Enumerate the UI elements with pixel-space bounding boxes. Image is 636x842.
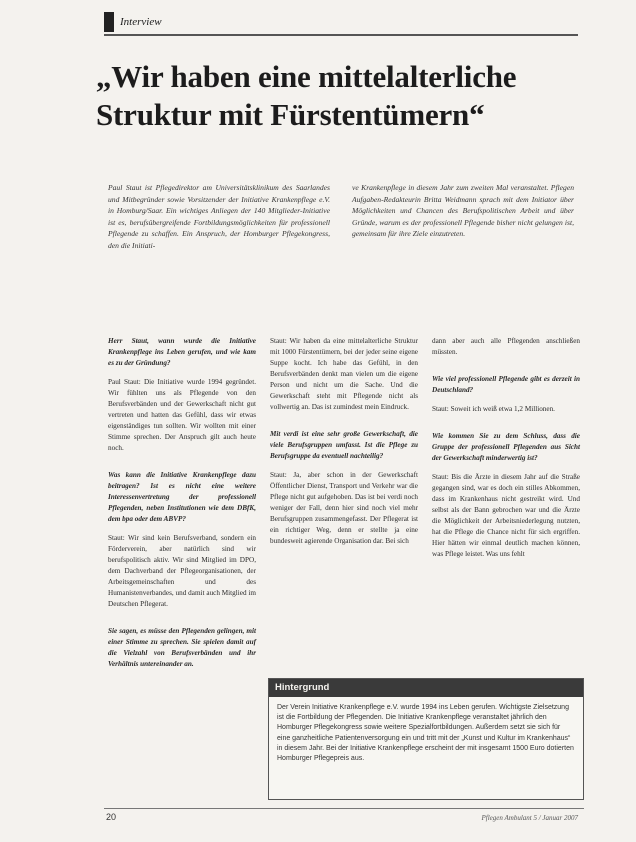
page-number: 20	[106, 812, 117, 822]
question: Wie viel professionell Pflegende gibt es derzeit in Deutschland?	[432, 375, 580, 394]
column-3	[432, 336, 580, 576]
question: Mit verdi ist eine sehr große Gewerkschaft, die viele Berufsgruppen umfasst. Ist die Pflege zu Berufsgruppe da eventuell nachteilig?	[270, 430, 418, 460]
answer: Staut: Ja, aber schon in der Gewerkschaft Öffentlicher Dienst, Transport und Verkehr war die Pflege nicht gut aufgehoben. Das ist bei verdi noch weniger der Fall, denn hier sind noch viel mehr Berufsgruppen zusammengefasst. Der Pflegerat ist ein richtiger Weg, denn er stellte ja eine bundesweit agierende Organisation dar. Bei sich	[270, 471, 418, 545]
question: Herr Staut, wann wurde die Initiative Krankenpflege ins Leben gerufen, und wie kam es zu der Gründung?	[108, 337, 256, 367]
question: Sie sagen, es müsse den Pflegenden gelingen, mit einer Stimme zu sprechen. Sie spielen damit auf die Vielzahl von Berufsverbänden und ihr Verhältnis untereinander an.	[108, 627, 256, 668]
answer: Staut: Wir haben da eine mittelalterliche Struktur mit 1000 Fürstentümern, bei der jeder seine eigene Suppe kocht. Ich habe das Gefühl, in den Berufsverbänden denkt man vielen um die eigene Person und nicht um die Sache. Und die Gewerkschaft steht mit Pflegende nicht als vollwertig an. Das ist zumindest mein Eindruck.	[270, 337, 418, 411]
header-divider	[104, 34, 578, 36]
question: Was kann die Initiative Krankenpflege dazu beitragen? Ist es nicht eine weitere Interessenvertretung der professionell Pflegenden, neben Institutionen wie dem DBfK, dem bpa oder dem ABVP?	[108, 471, 256, 523]
question: Wie kommen Sie zu dem Schluss, dass die Gruppe der professionell Pflegenden aus Sicht der Gewerkschaft minderwertig ist?	[432, 432, 580, 462]
column-2	[270, 336, 418, 563]
answer: Staut: Wir sind kein Berufsverband, sondern ein Förderverein, aber natürlich sind wir berufspolitisch aktiv. Wir sind Mitglied im DPO, dem Dachverband der Pflegeorganisationen, der Arbeitsgemeinschaften und des Humanistenverbandes, und damit auch Mitglied im Deutschen Pflegerat.	[108, 534, 256, 608]
footer-divider	[104, 808, 584, 809]
answer: Paul Staut: Die Initiative wurde 1994 gegründet. Wir fühlten uns als Pflegende von den Berufsverbänden und der Gewerkschaft nicht gut vertreten und hatten das Gefühl, dass wir etwas eigenständiges tun sollten. Wir wollten mit einer Stimme sprechen. Der Anspruch gilt auch heute noch.	[108, 378, 256, 452]
answer: Staut: Bis die Ärzte in diesem Jahr auf die Straße gegangen sind, war es doch ein stilles Abkommen, dass im Krankenhaus nicht gestreikt wird. Und selbst als der Bann gebrochen war und die Ärzte die Möglichkeit der Arbeitsniederlegung nutzten, hat die Pflege die Chance nicht für sich ergriffen. Hier hätten wir einmal deutlich machen können, was Pflege leistet. Was uns fehlt	[432, 473, 580, 558]
background-info-title: Hintergrund	[269, 679, 583, 697]
section-label: Interview	[120, 16, 162, 28]
section-tag	[104, 12, 162, 32]
article-headline: „Wir haben eine mittelalterliche Struktur mit Fürstentümern“	[96, 59, 517, 132]
answer: dann aber auch alle Pflegenden anschließen müssten.	[432, 337, 580, 356]
publication-source: Pflegen Ambulant 5 / Januar 2007	[481, 814, 578, 822]
intro-text-right: ve Krankenpflege in diesem Jahr zum zweiten Mal veranstaltet. Pflegen Aufgaben-Redakteurin Britta Weidmann sprach mit dem Initiator über Möglichkeiten und Chancen des Berufspolitischen Arbeit und über Gründe, warum es der professionell Pflegende bisher nicht gelungen ist, gemeinsam für ihre Ziele einzutreten.	[352, 183, 574, 239]
column-1	[108, 336, 256, 678]
intro-text-left: Paul Staut ist Pflegedirektor am Universitätsklinikum des Saarlandes und Mitbegründer sowie Vorsitzender der Initiative Krankenpflege e.V. in Homburg/Saar. Ein wichtiges Anliegen der 140 Mitglieder-Initiative ist es, berufsübergreifende Fortbildungsmöglichkeiten für professionell Pflegende zu schaffen. Ein Anspruch, der Homburger Pflegekongress, den die Initiati-	[108, 183, 330, 250]
background-info-text: Der Verein Initiative Krankenpflege e.V. wurde 1994 ins Leben gerufen. Wichtigste Zielsetzung ist die Fortbildung der Pflegenden. Die Initiative Krankenpflege veranstaltet jährlich den Homburger Pflegekongress sowie weitere Spezialfortbildungen. Außerdem setzt sie sich für eine ganzheitliche Patientenversorgung ein und tritt mit der „Kunst und Kultur im Krankenhaus“ in diesem Jahr. Bei der Initiative Krankenpflege erscheint der mit insgesamt 1500 Euro dotierten Homburger Pflegepreis aus.	[277, 704, 574, 763]
background-info-box	[268, 678, 584, 800]
answer: Staut: Soweit ich weiß etwa 1,2 Millionen.	[432, 405, 555, 413]
section-marker	[104, 12, 114, 32]
